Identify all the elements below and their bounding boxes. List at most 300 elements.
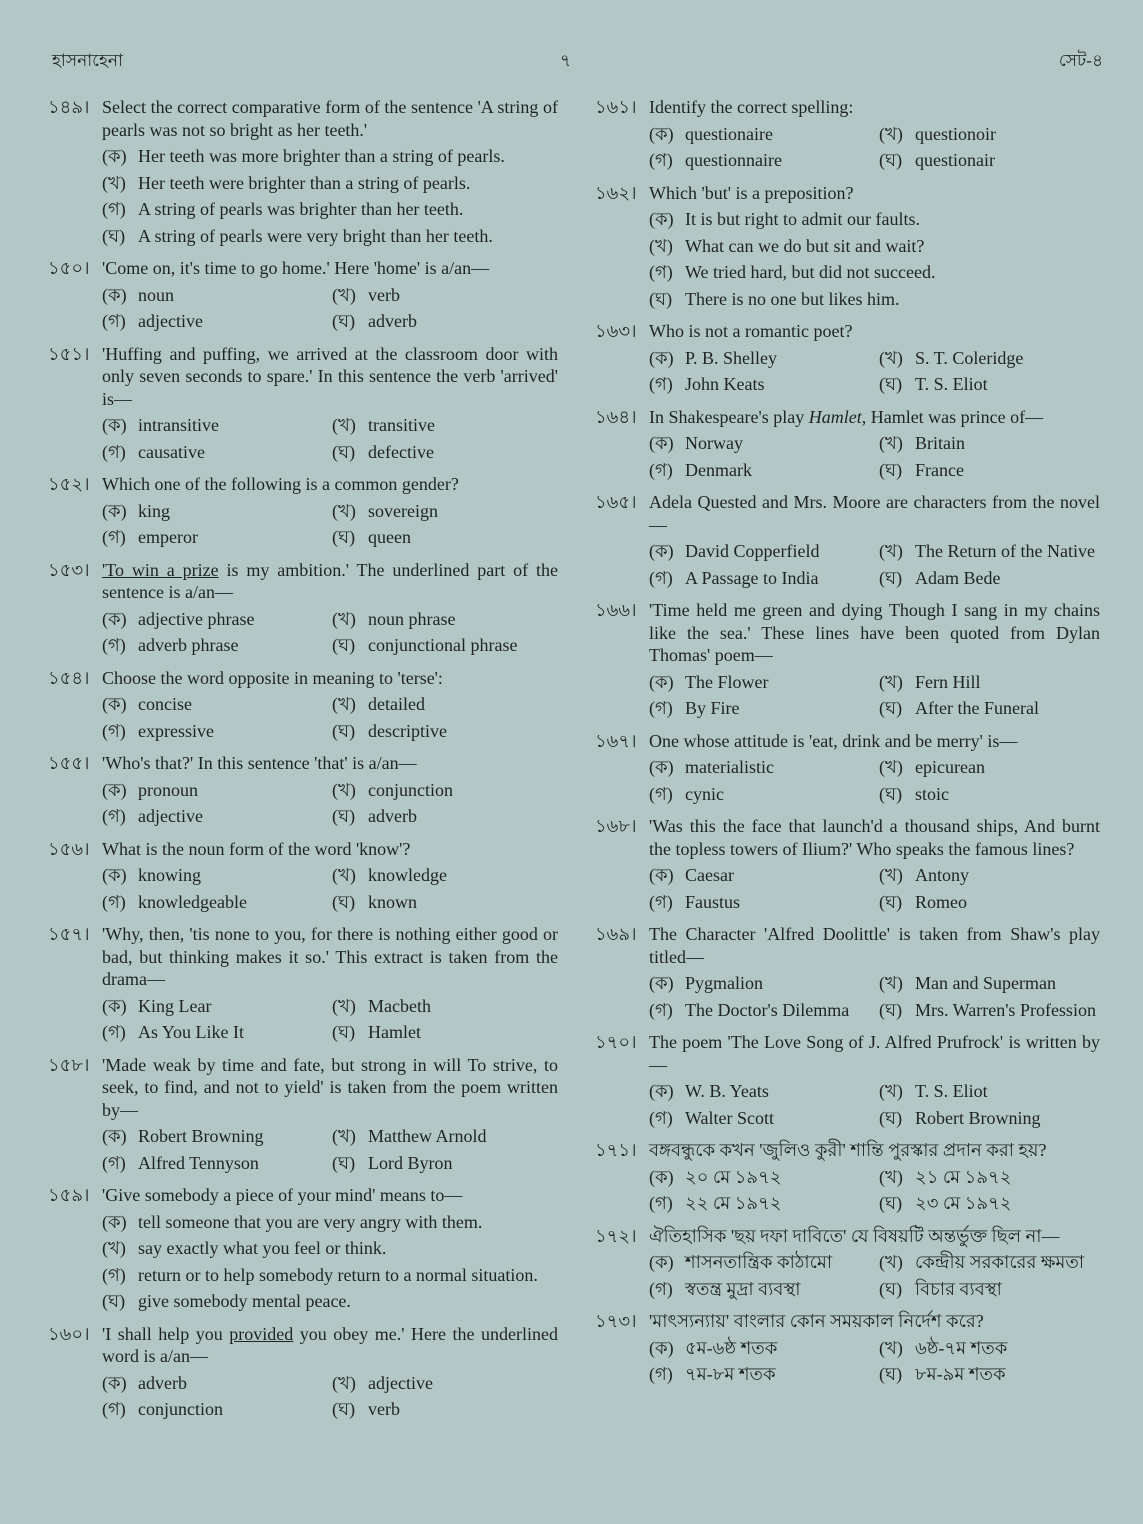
option-label: (খ) <box>649 235 673 256</box>
answer-option[interactable] <box>879 1335 1100 1362</box>
answer-option[interactable] <box>332 862 558 889</box>
question-item <box>48 1184 558 1315</box>
answer-option[interactable] <box>649 371 879 398</box>
answer-options <box>649 862 1100 915</box>
answer-option[interactable] <box>879 970 1100 997</box>
answer-options <box>102 412 558 465</box>
option-label: (খ) <box>879 865 903 885</box>
question-text <box>649 491 1100 536</box>
option-text: Mrs. Warren's Profession <box>915 999 1096 1020</box>
question-text-main: 'Time held me green and dying Though I sang in my chains like the sea.' These lines have been quoted from Dylan Thomas' poem— <box>649 600 1100 665</box>
question-number: ১৫৭। <box>48 924 90 944</box>
option-text: A string of pearls were very bright than her teeth. <box>138 225 493 246</box>
answer-option[interactable] <box>332 777 558 804</box>
option-text: Walter Scott <box>685 1107 775 1128</box>
answer-option[interactable] <box>879 565 1100 592</box>
option-label: (গ) <box>649 567 673 588</box>
answer-option[interactable] <box>879 1164 1100 1191</box>
option-text: স্বতন্ত্র মুদ্রা ব্যবস্থা <box>685 1278 801 1299</box>
answer-option[interactable] <box>649 206 1100 233</box>
answer-option[interactable] <box>332 803 558 830</box>
question-text-main: ঐতিহাসিক 'ছয় দফা দাবিতে' যে বিষয়টি অন্তর্ভুক্ত ছিল না— <box>649 1225 1060 1246</box>
question-item <box>48 559 558 659</box>
answer-option[interactable] <box>102 412 332 439</box>
option-label: (ক) <box>102 694 127 714</box>
option-text: ২০ মে ১৯৭২ <box>685 1166 782 1187</box>
option-label: (ঘ) <box>332 635 356 655</box>
option-label: (খ) <box>879 541 903 561</box>
answer-option[interactable] <box>102 143 558 170</box>
question-item <box>595 96 1100 174</box>
answer-option[interactable] <box>649 1105 879 1132</box>
option-label: (গ) <box>649 374 673 394</box>
option-text: Alfred Tennyson <box>138 1152 259 1173</box>
answer-option[interactable] <box>102 1370 332 1397</box>
question-number: ১৫২। <box>48 474 90 494</box>
answer-option[interactable] <box>332 691 558 718</box>
answer-option[interactable] <box>649 1276 879 1303</box>
answer-option[interactable] <box>102 1123 332 1150</box>
option-label: (ক) <box>649 973 674 993</box>
answer-option[interactable] <box>332 439 558 466</box>
answer-option[interactable] <box>879 430 1100 457</box>
option-text: There is no one but likes him. <box>685 288 900 309</box>
option-text: Macbeth <box>368 995 431 1016</box>
option-label: (ঘ) <box>332 1022 356 1042</box>
question-text <box>102 838 558 861</box>
question-item <box>595 1139 1100 1217</box>
option-label: (খ) <box>879 671 903 692</box>
option-text: Faustus <box>685 891 741 912</box>
question-number: ১৬৪। <box>595 406 637 427</box>
option-label: (ক) <box>649 1337 674 1358</box>
question-text <box>649 406 1100 429</box>
answer-option[interactable] <box>102 1288 558 1315</box>
option-text: descriptive <box>368 720 447 741</box>
option-text: ২৩ মে ১৯৭২ <box>915 1193 1012 1213</box>
option-text: pronoun <box>138 779 198 800</box>
question-item <box>48 923 558 1046</box>
answer-option[interactable] <box>332 1396 558 1423</box>
option-label: (খ) <box>879 433 903 453</box>
answer-options <box>102 498 558 551</box>
option-label: (ঘ) <box>102 1291 126 1311</box>
answer-option[interactable] <box>649 1249 879 1276</box>
question-text-main: Which 'but' is a preposition? <box>649 182 854 203</box>
answer-option[interactable] <box>649 997 879 1024</box>
answer-options <box>649 1249 1100 1302</box>
answer-option[interactable] <box>102 718 332 745</box>
answer-option[interactable] <box>879 147 1100 174</box>
option-label: (ক) <box>649 347 674 368</box>
option-text: S. T. Coleridge <box>915 347 1024 368</box>
option-text: Her teeth were brighter than a string of pearls. <box>138 172 471 193</box>
answer-option[interactable] <box>649 121 879 148</box>
answer-option[interactable] <box>649 695 879 722</box>
option-text: Robert Browning <box>915 1107 1041 1128</box>
question-number: ১৭৩। <box>595 1311 637 1331</box>
answer-option[interactable] <box>102 632 332 659</box>
answer-option[interactable] <box>332 993 558 1020</box>
option-label: (ক) <box>649 433 674 453</box>
answer-options <box>649 1078 1100 1131</box>
answer-option[interactable] <box>649 457 879 484</box>
answer-option[interactable] <box>649 669 879 696</box>
question-number: ১৬৯। <box>595 924 637 944</box>
answer-option[interactable] <box>649 345 879 372</box>
option-label: (খ) <box>879 973 903 993</box>
answer-option[interactable] <box>102 1150 332 1177</box>
option-text: adjective <box>138 806 203 826</box>
answer-option[interactable] <box>879 1105 1100 1132</box>
question-text <box>649 815 1100 860</box>
question-text-main: বঙ্গবন্ধুকে কখন 'জুলিও কুরী' শান্তি পুরস্কার প্রদান করা হয়? <box>649 1140 1047 1160</box>
question-item <box>595 599 1100 722</box>
answer-option[interactable] <box>879 695 1100 722</box>
option-text: France <box>915 459 964 480</box>
question-text-main: One whose attitude is 'eat, drink and be merry' is— <box>649 730 1018 751</box>
option-text: stoic <box>915 783 949 804</box>
answer-option[interactable] <box>879 345 1100 372</box>
answer-options <box>102 691 558 744</box>
option-text: Robert Browning <box>138 1126 264 1146</box>
answer-options <box>649 970 1100 1023</box>
question-text <box>102 559 558 604</box>
option-text: queen <box>368 527 411 547</box>
option-label: (ঘ) <box>649 288 673 309</box>
option-label: (ক) <box>649 1252 674 1272</box>
option-text: The Return of the Native <box>915 541 1095 561</box>
answer-option[interactable] <box>649 1361 879 1388</box>
option-label: (ঘ) <box>879 891 903 912</box>
question-text <box>649 730 1100 753</box>
answer-option[interactable] <box>332 498 558 525</box>
option-text: বিচার ব্যবস্থা <box>915 1278 1002 1299</box>
question-item <box>595 1031 1100 1131</box>
option-label: (ঘ) <box>879 783 903 804</box>
question-text <box>649 1310 1100 1333</box>
answer-option[interactable] <box>879 1078 1100 1105</box>
question-item <box>595 406 1100 484</box>
option-label: (গ) <box>102 441 126 462</box>
option-text: Norway <box>685 433 743 453</box>
answer-option[interactable] <box>332 1150 558 1177</box>
question-number: ১৬১। <box>595 97 637 117</box>
answer-option[interactable] <box>649 147 879 174</box>
answer-options <box>649 1335 1100 1388</box>
option-label: (ক) <box>102 146 127 166</box>
option-text: কেন্দ্রীয় সরকারের ক্ষমতা <box>915 1252 1085 1272</box>
option-text: expressive <box>138 720 214 741</box>
option-text: A string of pearls was brighter than her teeth. <box>138 199 464 219</box>
question-item <box>48 838 558 916</box>
answer-option[interactable] <box>649 862 879 889</box>
question-text <box>649 1225 1100 1248</box>
question-number: ১৬৩। <box>595 321 637 341</box>
question-text <box>102 96 558 141</box>
option-text: David Copperfield <box>685 541 820 561</box>
page-header <box>0 48 1143 78</box>
option-text: defective <box>368 441 434 462</box>
option-text: Britain <box>915 433 965 453</box>
question-item <box>595 1225 1100 1303</box>
option-label: (খ) <box>879 757 903 777</box>
option-label: (ক) <box>102 1211 127 1232</box>
answer-option[interactable] <box>649 1190 879 1217</box>
option-text: sovereign <box>368 500 438 521</box>
option-text: What can we do but sit and wait? <box>685 235 925 256</box>
answer-option[interactable] <box>649 430 879 457</box>
question-text-main: 'Huffing and puffing, we arrived at the classroom door with only seven seconds to spare.' In this sentence the verb 'arrived' is— <box>102 343 558 409</box>
answer-option[interactable] <box>332 524 558 551</box>
option-label: (ক) <box>102 284 127 305</box>
answer-option[interactable] <box>879 1249 1100 1276</box>
answer-option[interactable] <box>102 308 332 335</box>
answer-option[interactable] <box>879 1190 1100 1217</box>
option-label: (ঘ) <box>332 1152 356 1173</box>
answer-option[interactable] <box>102 889 332 916</box>
answer-option[interactable] <box>879 781 1100 808</box>
answer-options <box>649 345 1100 398</box>
question-text-main: 'Was this the face that launch'd a thousand ships, And burnt the topless towers of Ilium?' Who speaks the famous lines? <box>649 816 1100 859</box>
option-text: Her teeth was more brighter than a string of pearls. <box>138 146 505 166</box>
option-label: (গ) <box>649 999 673 1020</box>
option-text: adjective <box>368 1372 433 1393</box>
answer-option[interactable] <box>332 632 558 659</box>
option-text: emperor <box>138 527 198 547</box>
answer-options <box>649 538 1100 591</box>
answer-option[interactable] <box>102 1019 332 1046</box>
answer-option[interactable] <box>332 412 558 439</box>
option-text: questionaire <box>685 123 773 144</box>
option-text: Adam Bede <box>915 567 1001 588</box>
option-text: John Keats <box>685 374 765 394</box>
option-label: (গ) <box>649 459 673 480</box>
option-text: adverb <box>138 1372 187 1393</box>
option-text: epicurean <box>915 757 985 777</box>
answer-options <box>102 143 558 249</box>
answer-option[interactable] <box>102 606 332 633</box>
option-label: (ঘ) <box>332 311 356 331</box>
option-label: (খ) <box>879 1337 903 1358</box>
question-item <box>595 730 1100 808</box>
question-number: ১৭২। <box>595 1225 637 1246</box>
question-text <box>102 923 558 991</box>
answer-option[interactable] <box>102 691 332 718</box>
option-label: (ঘ) <box>332 891 356 912</box>
question-item <box>48 667 558 745</box>
option-text: cynic <box>685 783 724 804</box>
option-label: (ক) <box>649 757 674 777</box>
question-text-underlined: 'To win a prize <box>102 559 219 580</box>
option-label: (ক) <box>649 1166 674 1187</box>
question-text-main: Adela Quested and Mrs. Moore are characters from the novel— <box>649 492 1100 535</box>
question-number: ১৬৮। <box>595 816 637 836</box>
option-text: ৭ম-৮ম শতক <box>685 1364 776 1384</box>
answer-option[interactable] <box>879 121 1100 148</box>
answer-option[interactable] <box>332 1019 558 1046</box>
option-text: verb <box>368 1399 400 1419</box>
question-item <box>48 1054 558 1177</box>
question-text-main: 'Give somebody a piece of your mind' means to— <box>102 1185 463 1205</box>
answer-option[interactable] <box>649 889 879 916</box>
question-item <box>595 320 1100 398</box>
option-text: Matthew Arnold <box>368 1126 487 1146</box>
option-label: (ক) <box>102 1126 127 1146</box>
question-number: ১৭০। <box>595 1032 637 1052</box>
answer-option[interactable] <box>879 889 1100 916</box>
option-text: By Fire <box>685 698 740 718</box>
option-label: (খ) <box>879 1166 903 1187</box>
option-label: (গ) <box>649 698 673 718</box>
answer-options <box>102 862 558 915</box>
question-text-main: What is the noun form of the word 'know'? <box>102 838 411 859</box>
answer-option[interactable] <box>102 777 332 804</box>
answer-option[interactable] <box>879 371 1100 398</box>
option-text: known <box>368 891 417 912</box>
answer-option[interactable] <box>879 862 1100 889</box>
answer-option[interactable] <box>879 457 1100 484</box>
question-text <box>102 343 558 411</box>
question-item <box>48 257 558 335</box>
answer-option[interactable] <box>102 1235 558 1262</box>
answer-option[interactable] <box>879 754 1100 781</box>
option-label: (খ) <box>332 694 356 714</box>
answer-option[interactable] <box>332 889 558 916</box>
question-text-main: is my ambition.' The underlined part of the sentence is a/an— <box>102 559 558 602</box>
option-label: (ঘ) <box>332 441 356 462</box>
answer-option[interactable] <box>102 1262 558 1289</box>
answer-option[interactable] <box>649 970 879 997</box>
answer-option[interactable] <box>102 439 332 466</box>
answer-options <box>649 206 1100 312</box>
answer-option[interactable] <box>649 565 879 592</box>
question-text-main: 'Made weak by time and fate, but strong in will To strive, to seek, to find, and not to yield' is taken from the poem written by— <box>102 1054 558 1120</box>
option-label: (ঘ) <box>332 806 356 826</box>
answer-option[interactable] <box>102 1396 332 1423</box>
answer-option[interactable] <box>102 282 332 309</box>
option-text: questionoir <box>915 123 996 144</box>
answer-option[interactable] <box>102 524 332 551</box>
option-label: (ঘ) <box>879 1193 903 1213</box>
option-text: conjunctional phrase <box>368 635 518 655</box>
question-item <box>595 491 1100 591</box>
question-item <box>48 752 558 830</box>
answer-option[interactable] <box>102 498 332 525</box>
answer-option[interactable] <box>102 196 558 223</box>
option-text: conjunction <box>368 779 453 800</box>
right-question-column <box>595 96 1100 1396</box>
option-label: (ক) <box>102 415 127 435</box>
answer-option[interactable] <box>332 606 558 633</box>
option-label: (গ) <box>649 1193 673 1213</box>
option-label: (খ) <box>332 865 356 885</box>
question-text-main: 'Why, then, 'tis none to you, for there is nothing either good or bad, but thinking makes it so.' This extract is taken from the drama— <box>102 924 558 989</box>
option-label: (খ) <box>879 1081 903 1101</box>
answer-option[interactable] <box>879 1276 1100 1303</box>
question-number: ১৫৫। <box>48 753 90 773</box>
option-label: (গ) <box>102 635 126 655</box>
question-number: ১৫৩। <box>48 559 90 580</box>
option-label: (ঘ) <box>879 150 903 170</box>
answer-option[interactable] <box>332 1123 558 1150</box>
answer-options <box>102 993 558 1046</box>
option-label: (ক) <box>102 500 127 521</box>
answer-option[interactable] <box>649 1164 879 1191</box>
answer-option[interactable] <box>102 170 558 197</box>
answer-option[interactable] <box>102 803 332 830</box>
option-label: (ক) <box>649 541 674 561</box>
question-text-main: 'মাৎস্যন্যায়' বাংলার কোন সময়কাল নির্দেশ করে? <box>649 1311 984 1331</box>
option-label: (গ) <box>102 1152 126 1173</box>
answer-option[interactable] <box>102 862 332 889</box>
option-label: (গ) <box>102 527 126 547</box>
option-label: (ক) <box>649 1081 674 1101</box>
option-label: (ঘ) <box>879 1107 903 1128</box>
question-text-main: Identify the correct spelling: <box>649 97 854 117</box>
answer-option[interactable] <box>332 1370 558 1397</box>
answer-options <box>649 121 1100 174</box>
answer-option[interactable] <box>879 538 1100 565</box>
option-label: (গ) <box>102 1264 126 1285</box>
option-text: W. B. Yeats <box>685 1081 769 1101</box>
answer-option[interactable] <box>649 259 1100 286</box>
option-text: adjective <box>138 311 203 331</box>
question-text <box>102 473 558 496</box>
question-text-underlined: provided <box>229 1323 294 1344</box>
answer-option[interactable] <box>649 538 879 565</box>
answer-option[interactable] <box>649 754 879 781</box>
question-text-main: you obey me.' Here the underlined word is a/an— <box>102 1323 558 1366</box>
answer-option[interactable] <box>879 997 1100 1024</box>
option-label: (ঘ) <box>879 567 903 588</box>
question-number: ১৫৮। <box>48 1054 90 1075</box>
answer-option[interactable] <box>102 993 332 1020</box>
option-label: (ঘ) <box>102 225 126 246</box>
answer-option[interactable] <box>649 781 879 808</box>
option-text: King Lear <box>138 995 212 1016</box>
option-text: conjunction <box>138 1399 223 1419</box>
option-text: After the Funeral <box>915 698 1039 718</box>
answer-option[interactable] <box>649 233 1100 260</box>
question-text <box>649 1031 1100 1076</box>
question-text-pre: 'I shall help you <box>102 1323 230 1344</box>
answer-option[interactable] <box>649 1335 879 1362</box>
answer-option[interactable] <box>879 1361 1100 1388</box>
answer-option[interactable] <box>879 669 1100 696</box>
answer-option[interactable] <box>649 286 1100 313</box>
option-label: (ক) <box>102 865 127 885</box>
option-label: (খ) <box>332 500 356 521</box>
answer-option[interactable] <box>102 1209 558 1236</box>
answer-option[interactable] <box>649 1078 879 1105</box>
option-label: (গ) <box>102 806 126 826</box>
option-label: (গ) <box>649 150 673 170</box>
option-label: (খ) <box>332 779 356 800</box>
option-label: (ক) <box>102 779 127 800</box>
question-number: ১৫১। <box>48 343 90 364</box>
option-label: (ক) <box>649 865 674 885</box>
answer-option[interactable] <box>332 308 558 335</box>
answer-options <box>649 1164 1100 1217</box>
answer-option[interactable] <box>102 223 558 250</box>
answer-option[interactable] <box>332 718 558 745</box>
question-text <box>102 1054 558 1122</box>
option-text: materialistic <box>685 757 774 777</box>
option-text: detailed <box>368 694 425 714</box>
option-text: Pygmalion <box>685 973 764 993</box>
answer-option[interactable] <box>332 282 558 309</box>
